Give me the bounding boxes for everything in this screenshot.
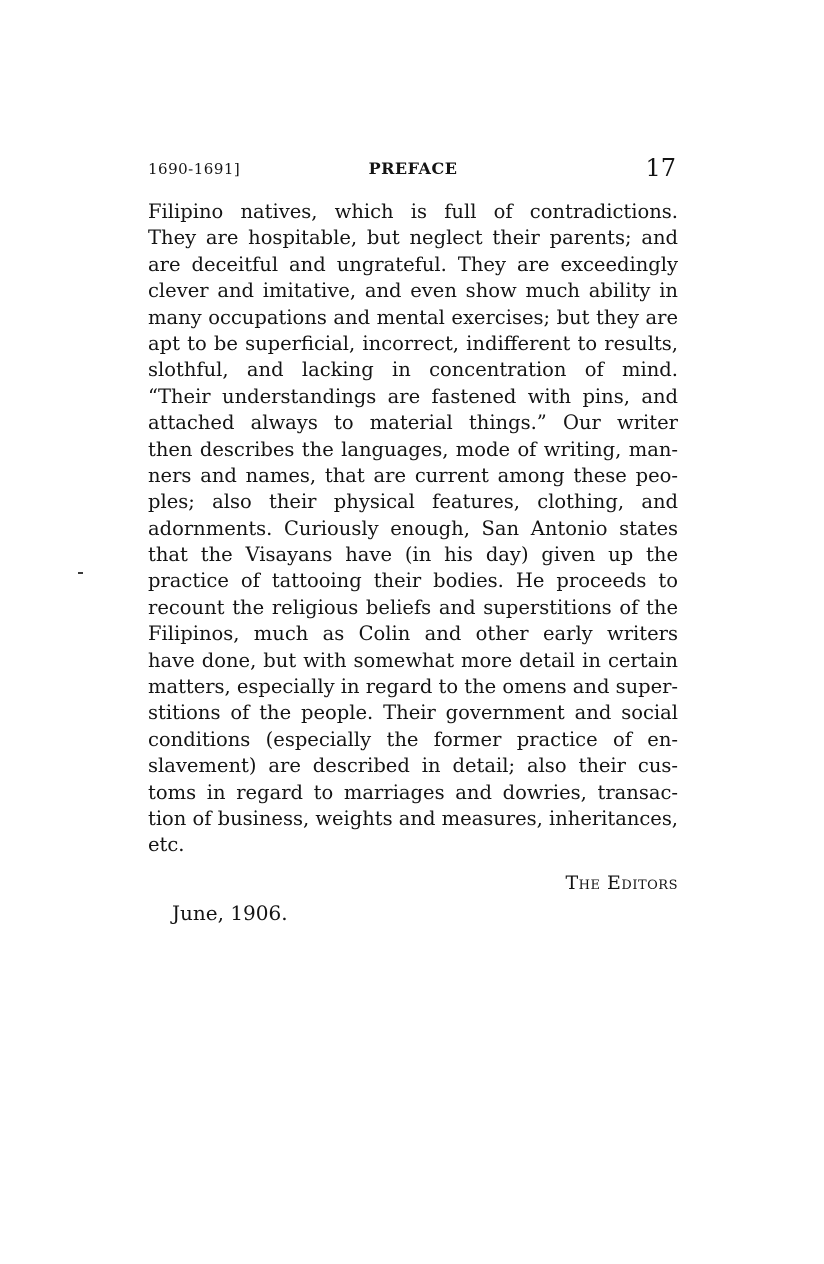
text-line: Filipino natives, which is full of contradictions.	[148, 200, 678, 223]
text-line: that the Visayans have (in his day) given up the	[148, 543, 678, 567]
text-line: are deceitful and ungrateful. They are exceedingly	[148, 252, 678, 276]
text-line: They are hospitable, but neglect their parents; and	[148, 226, 678, 250]
text-line: toms in regard to marriages and dowries, transac-	[148, 780, 678, 804]
text-line: slavement) are described in detail; also their cus-	[148, 754, 678, 778]
text-line: “Their understandings are fastened with pins, and	[148, 384, 678, 408]
text-line: ners and names, that are current among these peo-	[148, 463, 678, 487]
text-line-final: etc.	[148, 833, 185, 857]
text-line: ples; also their physical features, clothing, and	[148, 490, 678, 514]
text-line: then describes the languages, mode of writing, man-	[148, 437, 678, 461]
text-line: adornments. Curiously enough, San Antonio states	[148, 516, 678, 540]
text-line: many occupations and mental exercises; but they are	[148, 305, 678, 329]
running-head-title: PREFACE	[368, 159, 458, 178]
text-line: have done, but with somewhat more detail in certain	[148, 648, 678, 672]
text-line: stitions of the people. Their government and social	[148, 701, 678, 725]
text-line: Filipinos, much as Colin and other early writers	[148, 622, 678, 646]
text-line: practice of tattooing their bodies. He proceeds to	[148, 569, 678, 593]
text-line: tion of business, weights and measures, inheritances,	[148, 806, 678, 830]
text-line: clever and imitative, and even show much ability in	[148, 279, 678, 303]
margin-speck	[78, 572, 83, 574]
running-head	[148, 154, 678, 184]
body-paragraph	[148, 199, 678, 859]
text-line: matters, especially in regard to the omens and super-	[148, 675, 678, 699]
text-line: apt to be superficial, incorrect, indifferent to results,	[148, 331, 678, 355]
text-line: recount the religious beliefs and superstitions of the	[148, 595, 678, 619]
page-number: 17	[645, 154, 676, 182]
text-line: slothful, and lacking in concentration of mind.	[148, 358, 678, 382]
text-line: conditions (especially the former practice of en-	[148, 727, 678, 751]
signature: The Editors	[565, 872, 678, 894]
dateline: June, 1906.	[172, 901, 288, 925]
text-line: attached always to material things.” Our writer	[148, 411, 678, 435]
running-head-date-range: 1690-1691]	[148, 160, 241, 178]
